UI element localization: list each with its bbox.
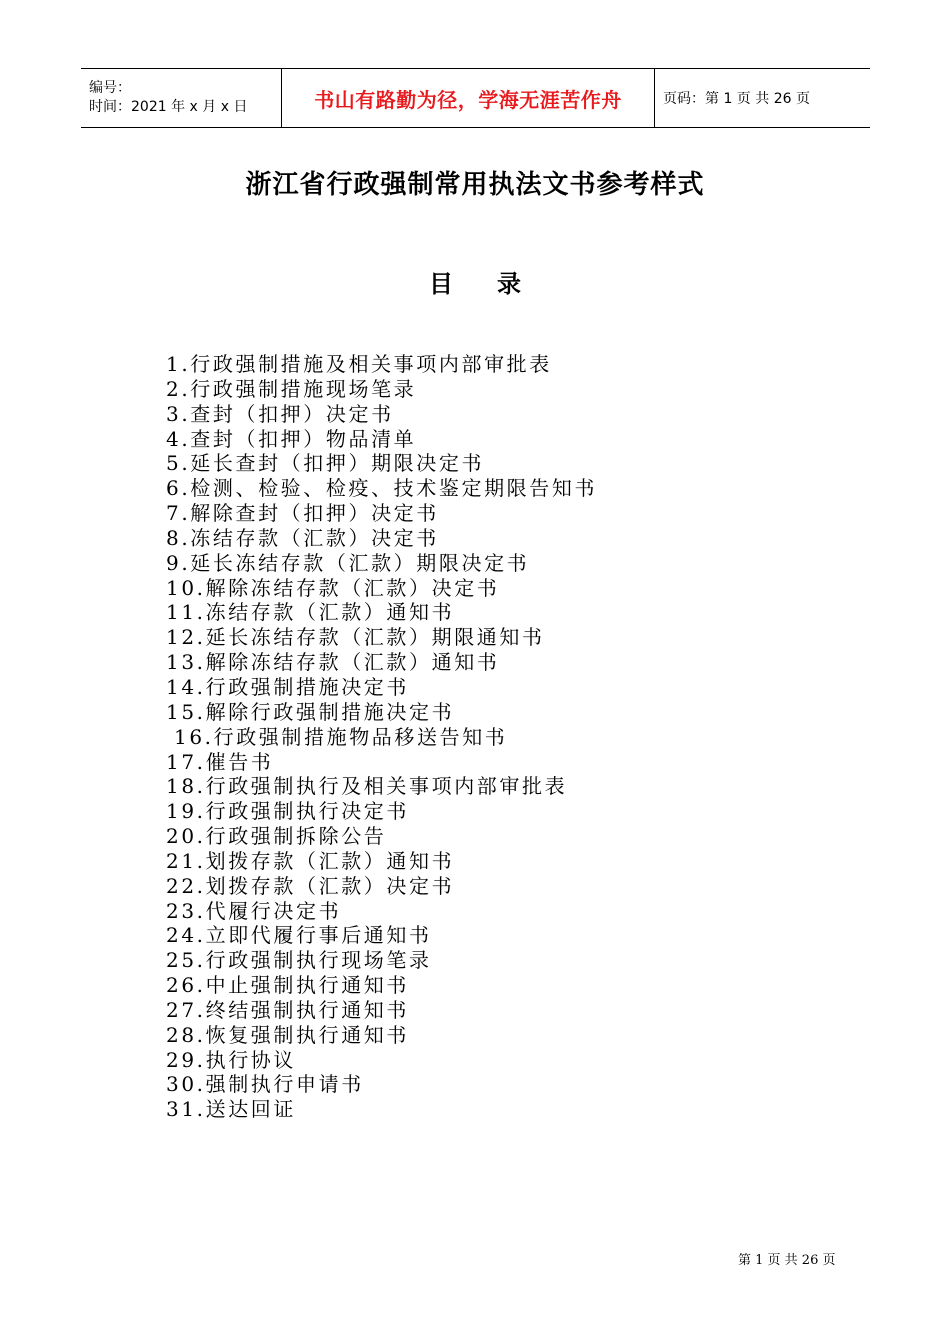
toc-item: 13.解除冻结存款（汇款）通知书 bbox=[166, 650, 500, 675]
toc-item: 1.行政强制措施及相关事项内部审批表 bbox=[166, 352, 552, 376]
toc-item: 5.延长查封（扣押）期限决定书 bbox=[166, 451, 485, 476]
header-page-cell bbox=[655, 69, 870, 127]
toc-item: 8.冻结存款（汇款）决定书 bbox=[166, 525, 439, 550]
toc-item: 6.检测、检验、检疫、技术鉴定期限告知书 bbox=[166, 476, 598, 501]
page-footer: 第 1 页 共 26 页 bbox=[738, 1253, 836, 1268]
toc-item: 28.恢复强制执行通知书 bbox=[166, 1022, 410, 1047]
toc-item: 18.行政强制执行及相关事项内部审批表 bbox=[166, 774, 568, 799]
toc-item: 25.行政强制执行现场笔录 bbox=[166, 948, 432, 973]
toc-item: 23.代履行决定书 bbox=[166, 898, 342, 923]
toc-item: 16.行政强制措施物品移送告知书 bbox=[174, 724, 508, 749]
toc-heading: 目录 bbox=[429, 270, 565, 298]
page-header bbox=[81, 68, 870, 128]
toc-item: 27.终结强制执行通知书 bbox=[166, 997, 410, 1022]
table-of-contents bbox=[166, 352, 597, 1122]
header-motto-cell bbox=[281, 69, 655, 127]
toc-item: 31.送达回证 bbox=[166, 1097, 297, 1122]
toc-item: 22.划拨存款（汇款）决定书 bbox=[166, 873, 455, 898]
toc-item: 29.执行协议 bbox=[166, 1047, 297, 1072]
document-time-label: 时间：2021 年 x 月 x 日 bbox=[89, 99, 248, 115]
toc-item: 20.行政强制拆除公告 bbox=[166, 824, 387, 849]
toc-item: 19.行政强制执行决定书 bbox=[166, 799, 410, 824]
toc-item: 24.立即代履行事后通知书 bbox=[166, 923, 432, 948]
header-page-number: 页码：第 1 页 共 26 页 bbox=[663, 91, 810, 107]
toc-item: 4.查封（扣押）物品清单 bbox=[166, 426, 417, 451]
toc-item: 21.划拨存款（汇款）通知书 bbox=[166, 848, 455, 873]
toc-item: 26.中止强制执行通知书 bbox=[166, 973, 410, 998]
document-number-label: 编号： bbox=[89, 80, 131, 96]
toc-item: 30.强制执行申请书 bbox=[166, 1072, 364, 1097]
header-meta bbox=[81, 69, 281, 127]
toc-item: 3.查封（扣押）决定书 bbox=[166, 401, 394, 426]
toc-item: 9.延长冻结存款（汇款）期限决定书 bbox=[166, 550, 530, 575]
document-title: 浙江省行政强制常用执法文书参考样式 bbox=[245, 170, 705, 200]
toc-item: 2.行政强制措施现场笔录 bbox=[166, 376, 417, 401]
toc-item: 14.行政强制措施决定书 bbox=[166, 674, 410, 699]
toc-item: 17.催告书 bbox=[166, 749, 274, 774]
toc-item: 11.冻结存款（汇款）通知书 bbox=[166, 600, 455, 625]
toc-item: 7.解除查封（扣押）决定书 bbox=[166, 501, 439, 526]
toc-item: 10.解除冻结存款（汇款）决定书 bbox=[166, 575, 500, 600]
toc-item: 12.延长冻结存款（汇款）期限通知书 bbox=[166, 625, 545, 650]
header-motto: 书山有路勤为径，学海无涯苦作舟 bbox=[314, 87, 622, 112]
toc-item: 15.解除行政强制措施决定书 bbox=[166, 699, 455, 724]
